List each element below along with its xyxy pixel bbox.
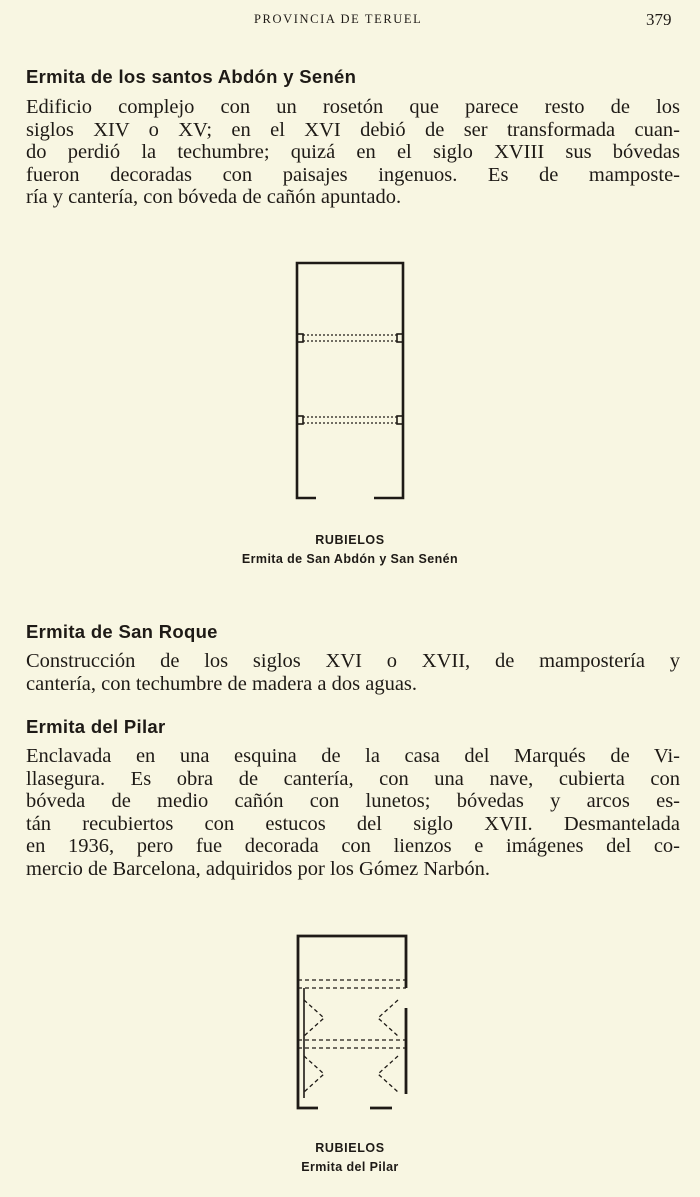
figure-caption — [0, 1141, 700, 1174]
text-line: Enclavada en una esquina de la casa del Marqués de Vi- — [26, 745, 680, 767]
plan-lunette — [304, 1000, 324, 1036]
section-title-pilar: Ermita del Pilar — [26, 716, 166, 737]
section-title-abdon-senen: Ermita de los santos Abdón y Senén — [26, 66, 357, 87]
plan-wall — [298, 936, 406, 1108]
caption-place: RUBIELOS — [315, 533, 385, 547]
plan-wall — [297, 263, 403, 498]
page-number: 379 — [646, 10, 672, 29]
text-line: do perdió la techumbre; quizá en el siglo XVIII sus bóvedas — [26, 141, 680, 163]
text-line: ría y cantería, con bóveda de cañón apuntado. — [26, 186, 402, 208]
section-text-abdon-senen — [26, 96, 680, 209]
section-title-san-roque: Ermita de San Roque — [26, 621, 218, 642]
text-line: en 1936, pero fue decorada con lienzos e imágenes del co- — [26, 835, 680, 857]
text-line: Edificio complejo con un rosetón que parece resto de los — [26, 96, 680, 118]
caption-title: Ermita del Pilar — [301, 1160, 399, 1174]
plan-lunette — [378, 1000, 398, 1036]
text-line: cantería, con techumbre de madera a dos aguas. — [26, 672, 418, 695]
running-head: PROVINCIA DE TERUEL — [254, 12, 423, 26]
figure-caption — [0, 533, 700, 566]
plan-lunette — [378, 1056, 398, 1092]
caption-title: Ermita de San Abdón y San Senén — [241, 552, 459, 566]
floor-plan-icon — [290, 255, 410, 505]
text-line: mercio de Barcelona, adquiridos por los Gómez Narbón. — [26, 857, 490, 880]
section-text-san-roque — [26, 650, 680, 695]
text-line: bóveda de medio cañón con lunetos; bóvedas y arcos es- — [26, 790, 680, 812]
section-text-pilar — [26, 745, 680, 880]
plan-lunette — [304, 1056, 324, 1092]
text-line: siglos XIV o XV; en el XVI debió de ser transformada cuan- — [26, 118, 680, 141]
text-line: llasegura. Es obra de cantería, con una nave, cubierta con — [26, 767, 680, 790]
floor-plan-icon — [290, 928, 415, 1113]
text-line: fueron decoradas con paisajes ingenuos. Es de mamposte- — [26, 163, 680, 186]
caption-place: RUBIELOS — [315, 1141, 385, 1155]
text-line: tán recubiertos con estucos del siglo XVII. Desmantelada — [26, 812, 680, 835]
text-line: Construcción de los siglos XVI o XVII, de mampostería y — [26, 650, 680, 672]
